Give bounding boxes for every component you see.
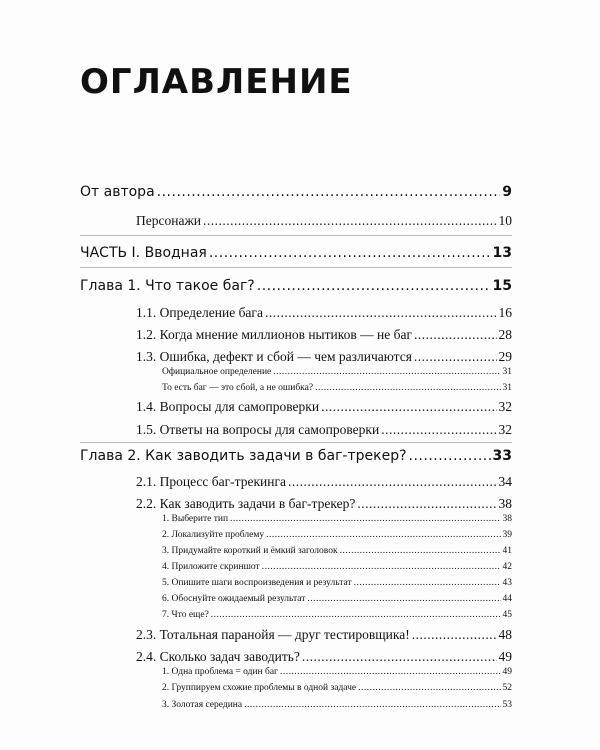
toc-entry-title: 1.3. Ошибка, дефект и сбой — чем различаются bbox=[136, 349, 412, 364]
toc-entry-chapter-1[interactable] bbox=[80, 278, 512, 294]
dot-leader bbox=[157, 184, 501, 200]
toc-entry-page: 31 bbox=[502, 383, 512, 393]
dot-leader bbox=[414, 327, 497, 343]
divider bbox=[80, 235, 512, 236]
toc-entry-page: 13 bbox=[492, 245, 512, 261]
dot-leader bbox=[302, 649, 497, 665]
toc-entry-1-3[interactable] bbox=[80, 349, 512, 365]
toc-entry-foreword[interactable] bbox=[80, 184, 512, 200]
toc-entry-title: Официальное определение bbox=[162, 367, 272, 377]
toc-entry-title: ЧАСТЬ I. Вводная bbox=[80, 245, 207, 261]
dot-leader bbox=[257, 278, 491, 294]
dot-leader bbox=[244, 700, 500, 710]
toc-entry-page: 15 bbox=[492, 278, 512, 294]
toc-entry-page: 16 bbox=[498, 305, 512, 320]
toc-entry-title: 1.5. Ответы на вопросы для самопроверки bbox=[136, 422, 380, 437]
toc-entry-page: 34 bbox=[498, 474, 512, 489]
toc-entry-page: 52 bbox=[502, 683, 512, 693]
toc-entry-title: 5. Опишите шаги воспроизведения и результат bbox=[162, 578, 352, 588]
toc-entry-part-1[interactable] bbox=[80, 245, 512, 261]
toc-entry-page: 39 bbox=[502, 530, 512, 540]
toc-entry-page: 9 bbox=[502, 184, 512, 200]
toc-entry-title: 7. Что еще? bbox=[162, 610, 209, 620]
toc-entry-title: То есть баг — это сбой, а не ошибка? bbox=[162, 383, 314, 393]
dot-leader bbox=[307, 594, 500, 604]
page-title: ОГЛАВЛЕНИЕ bbox=[80, 62, 353, 102]
toc-entry-2-1[interactable] bbox=[80, 474, 512, 490]
dot-leader bbox=[211, 610, 501, 620]
dot-leader bbox=[266, 530, 500, 540]
toc-entry-title: 2.3. Тотальная паранойя — друг тестировщика! bbox=[136, 627, 410, 642]
toc-entry-title: 3. Придумайте короткий и ёмкий заголовок bbox=[162, 546, 338, 556]
toc-entry-page: 29 bbox=[498, 349, 512, 364]
dot-leader bbox=[280, 667, 501, 677]
toc-entry-page: 33 bbox=[492, 448, 512, 464]
dot-leader bbox=[288, 474, 496, 490]
toc-entry-2-2[interactable] bbox=[80, 496, 512, 512]
toc-entry-title: 2.1. Процесс баг-трекинга bbox=[136, 474, 287, 489]
toc-entry-2-2-7[interactable] bbox=[80, 610, 512, 620]
toc-entry-title: Персонажи bbox=[136, 213, 202, 228]
toc-entry-title: 1.4. Вопросы для самопроверки bbox=[136, 399, 320, 414]
toc-entry-page: 38 bbox=[498, 496, 512, 511]
toc-entry-2-4-3[interactable] bbox=[80, 700, 512, 710]
dot-leader bbox=[315, 383, 500, 393]
toc-entry-title: 1.2. Когда мнение миллионов нытиков — не баг bbox=[136, 327, 412, 342]
toc-entry-title: 1. Выберите тип bbox=[162, 514, 229, 524]
toc-entry-1-3-b[interactable] bbox=[80, 383, 512, 393]
toc-entry-title: 2. Группируем схожие проблемы в одной задаче bbox=[162, 683, 357, 693]
dot-leader bbox=[262, 562, 501, 572]
toc-entry-page: 31 bbox=[502, 367, 512, 377]
toc-entry-page: 10 bbox=[498, 213, 512, 228]
toc-entry-page: 49 bbox=[502, 667, 512, 677]
toc-entry-2-4-1[interactable] bbox=[80, 667, 512, 677]
toc-entry-page: 45 bbox=[502, 610, 512, 620]
dot-leader bbox=[358, 683, 500, 693]
toc-entry-title: 1. Одна проблема = один баг bbox=[162, 667, 278, 677]
dot-leader bbox=[203, 213, 496, 229]
toc-entry-title: От автора bbox=[80, 184, 155, 200]
toc-entry-2-2-6[interactable] bbox=[80, 594, 512, 604]
dot-leader bbox=[357, 496, 496, 512]
toc-entry-page: 41 bbox=[502, 546, 512, 556]
toc-entry-page: 38 bbox=[502, 514, 512, 524]
toc-entry-page: 28 bbox=[498, 327, 512, 342]
toc-entry-page: 48 bbox=[498, 627, 512, 642]
toc-entry-page: 49 bbox=[498, 649, 512, 664]
toc-entry-page: 42 bbox=[502, 562, 512, 572]
toc-entry-1-5[interactable] bbox=[80, 422, 512, 438]
dot-leader bbox=[265, 305, 497, 321]
dot-leader bbox=[354, 578, 501, 588]
toc-entry-page: 53 bbox=[502, 700, 512, 710]
dot-leader bbox=[412, 627, 497, 643]
dot-leader bbox=[340, 546, 501, 556]
toc-entry-1-1[interactable] bbox=[80, 305, 512, 321]
toc-entry-title: Глава 1. Что такое баг? bbox=[80, 278, 255, 294]
toc-entry-2-4-2[interactable] bbox=[80, 683, 512, 693]
dot-leader bbox=[381, 422, 496, 438]
toc-entry-title: 3. Золотая середина bbox=[162, 700, 243, 710]
toc-entry-2-2-2[interactable] bbox=[80, 530, 512, 540]
toc-entry-1-2[interactable] bbox=[80, 327, 512, 343]
toc-entry-chapter-2[interactable] bbox=[80, 448, 512, 464]
toc-entry-characters[interactable] bbox=[80, 213, 512, 229]
toc-entry-2-2-3[interactable] bbox=[80, 546, 512, 556]
dot-leader bbox=[230, 514, 500, 524]
toc-entry-title: 4. Приложите скриншот bbox=[162, 562, 260, 572]
dot-leader bbox=[414, 349, 497, 365]
divider bbox=[80, 267, 512, 268]
toc-entry-page: 43 bbox=[502, 578, 512, 588]
divider bbox=[80, 442, 512, 443]
dot-leader bbox=[409, 448, 491, 464]
toc-entry-2-2-4[interactable] bbox=[80, 562, 512, 572]
toc-entry-page: 44 bbox=[502, 594, 512, 604]
dot-leader bbox=[209, 245, 491, 261]
toc-entry-page: 32 bbox=[498, 399, 512, 414]
toc-entry-2-3[interactable] bbox=[80, 627, 512, 643]
toc-entry-title: 1.1. Определение бага bbox=[136, 305, 263, 320]
toc-entry-1-3-a[interactable] bbox=[80, 367, 512, 377]
dot-leader bbox=[321, 399, 496, 415]
dot-leader bbox=[273, 367, 500, 377]
toc-entry-title: Глава 2. Как заводить задачи в баг-трекер? bbox=[80, 448, 407, 464]
toc-entry-page: 32 bbox=[498, 422, 512, 437]
toc-entry-2-4[interactable] bbox=[80, 649, 512, 665]
toc-entry-title: 2. Локализуйте проблему bbox=[162, 530, 265, 540]
toc-entry-title: 6. Обоснуйте ожидаемый результат bbox=[162, 594, 306, 604]
toc-entry-1-4[interactable] bbox=[80, 399, 512, 415]
toc-entry-2-2-1[interactable] bbox=[80, 514, 512, 524]
toc-entry-title: 2.4. Сколько задач заводить? bbox=[136, 649, 300, 664]
toc-entry-2-2-5[interactable] bbox=[80, 578, 512, 588]
toc-entry-title: 2.2. Как заводить задачи в баг-трекер? bbox=[136, 496, 356, 511]
